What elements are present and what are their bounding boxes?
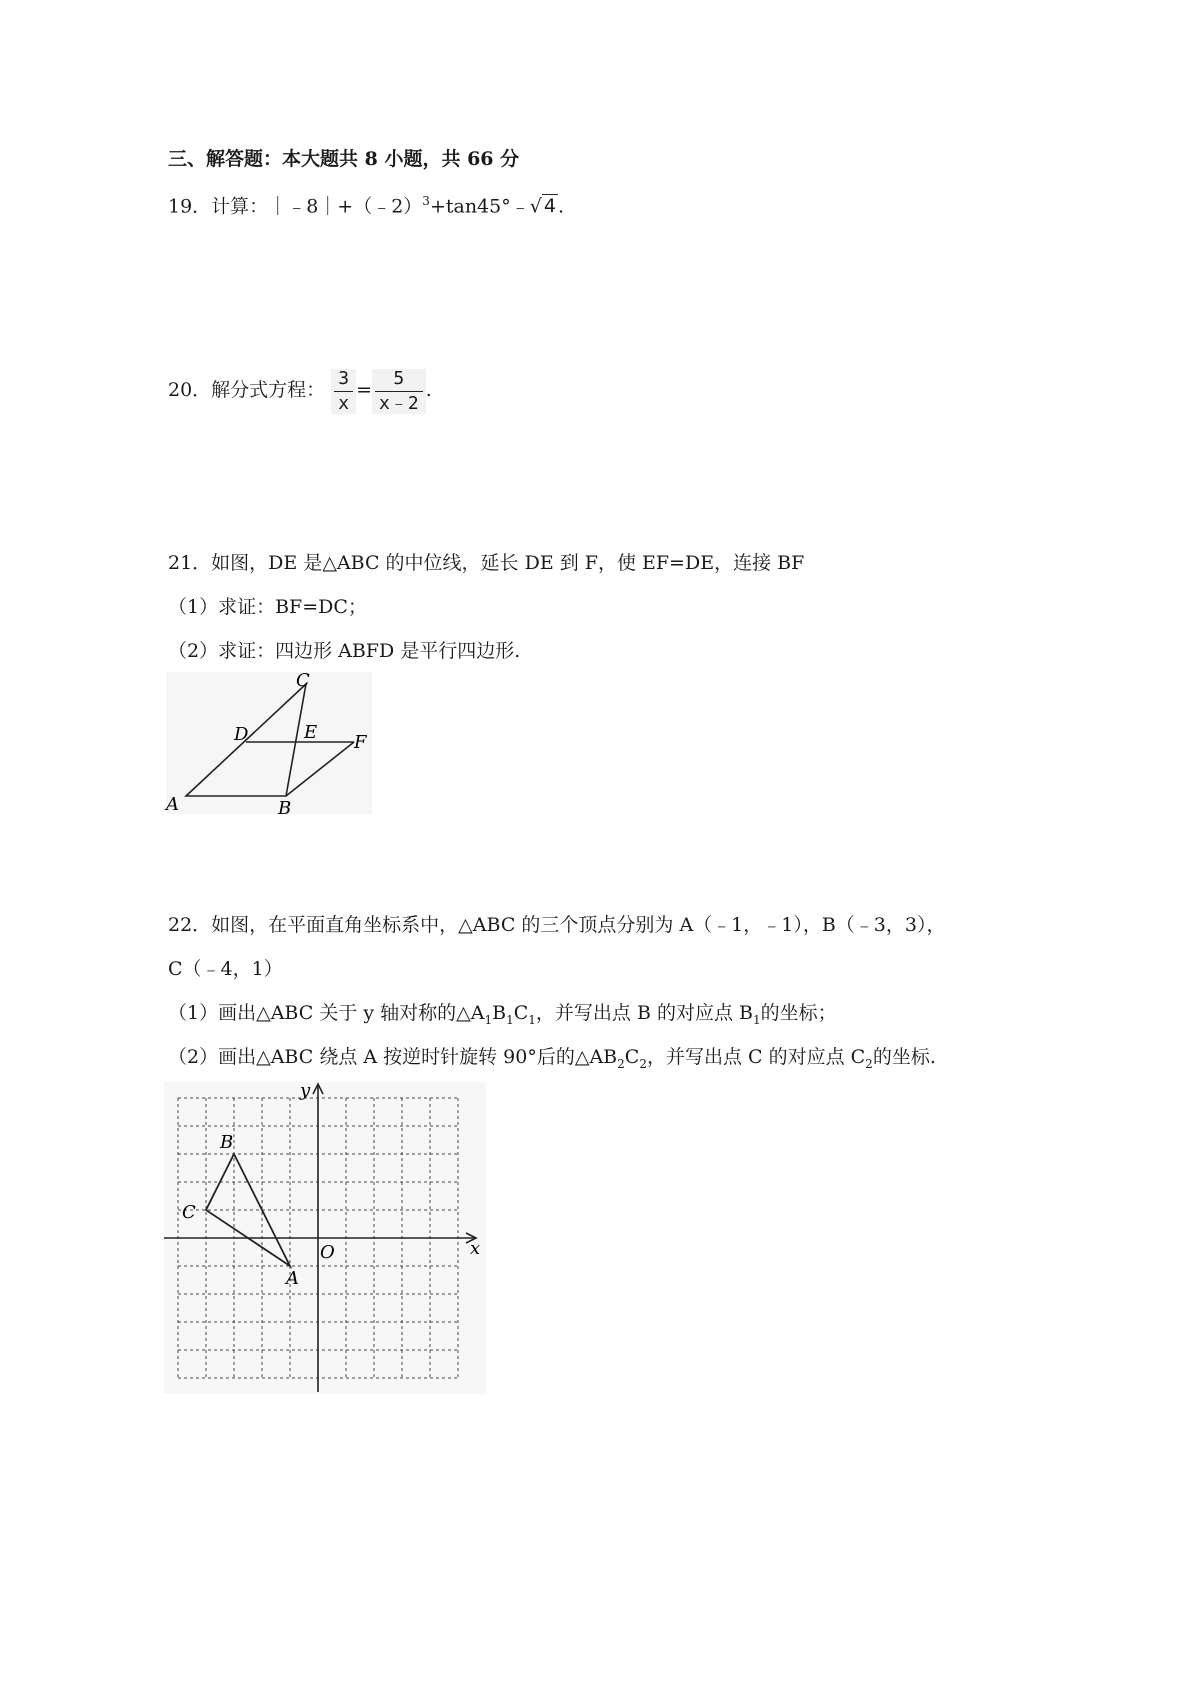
q20-left-denominator: x (338, 392, 350, 414)
q20-left-fraction (331, 369, 356, 414)
coordinate-grid-figure (160, 1078, 490, 1398)
label-e: E (304, 722, 318, 743)
q20-right-fraction (372, 369, 426, 414)
q19-prefix: 19．计算： (168, 195, 269, 218)
q22-p2-sub3: 2 (865, 1056, 873, 1071)
q20-prefix: 20．解分式方程： (168, 379, 326, 401)
q22-p1-text-b: B (492, 1002, 507, 1024)
y-axis-label: y (300, 1080, 311, 1101)
question-21-part2: （2）求证：四边形 ABFD 是平行四边形. (168, 640, 521, 662)
label-f: F (354, 732, 367, 753)
label-b: B (278, 798, 292, 819)
q21-figure (160, 668, 380, 820)
question-22-part1 (168, 1000, 837, 1033)
q19-radicand: 4 (543, 195, 556, 218)
q19-exponent: 3 (422, 194, 430, 208)
q20-equals: = (356, 379, 372, 401)
q22-p1-sub1: 1 (484, 1012, 493, 1027)
origin-label: O (320, 1242, 335, 1263)
q22-p1-sub3: 1 (528, 1012, 536, 1027)
question-19 (168, 188, 564, 219)
q19-end: . (557, 195, 564, 218)
question-20 (168, 368, 432, 414)
label-d: D (234, 724, 249, 745)
section-title: 三、解答题：本大题共 8 小题，共 66 分 (168, 148, 520, 170)
q22-p2-text-d: 的坐标. (872, 1046, 936, 1068)
question-21-stem: 21．如图，DE 是△ABC 的中位线，延长 DE 到 F，使 EF=DE，连接 BF (168, 552, 805, 574)
q20-end: . (425, 379, 432, 401)
x-axis-label: x (470, 1238, 481, 1259)
question-22-part2 (168, 1044, 936, 1077)
q22-p1-text-d: ，并写出点 B 的对应点 B (535, 1002, 753, 1024)
q22-p1-text-c: C (513, 1002, 529, 1024)
vertex-label-c: C (182, 1202, 196, 1223)
q20-right-denominator: x﹣2 (379, 392, 419, 414)
q20-left-numerator: 3 (334, 369, 353, 392)
q22-p1-text-e: 的坐标； (760, 1002, 837, 1024)
vertex-label-b: B (220, 1132, 234, 1153)
q20-right-numerator: 5 (375, 369, 423, 392)
q22-p2-text-c: ，并写出点 C 的对应点 C (646, 1046, 866, 1068)
vertex-label-a: A (286, 1268, 299, 1289)
q21-figure-background (166, 672, 372, 814)
label-a: A (166, 794, 179, 815)
sqrt-symbol: √ (529, 195, 542, 218)
q22-p1-sub4: 1 (752, 1012, 761, 1027)
q22-p2-text-b: C (624, 1046, 640, 1068)
q19-expr-a: ｜﹣8｜+（﹣2） (268, 195, 423, 218)
q22-p1-sub2: 1 (506, 1012, 514, 1027)
q22-p2-text-a: （2）画出△ABC 绕点 A 按逆时针旋转 90°后的△AB (168, 1046, 618, 1068)
q19-expr-b: +tan45°﹣ (429, 195, 530, 218)
question-21-part1: （1）求证：BF=DC； (168, 596, 367, 618)
q22-p1-text-a: （1）画出△ABC 关于 y 轴对称的△A (168, 1002, 485, 1024)
question-22-stem-line1: 22．如图，在平面直角坐标系中，△ABC 的三个顶点分别为 A（﹣1，﹣1），B（﹣3，3）， (168, 914, 946, 936)
label-c: C (296, 670, 310, 691)
question-22-stem-line2: C（﹣4，1） (168, 958, 283, 980)
q22-p2-sub1: 2 (617, 1056, 625, 1071)
q22-p2-sub2: 2 (639, 1056, 647, 1071)
